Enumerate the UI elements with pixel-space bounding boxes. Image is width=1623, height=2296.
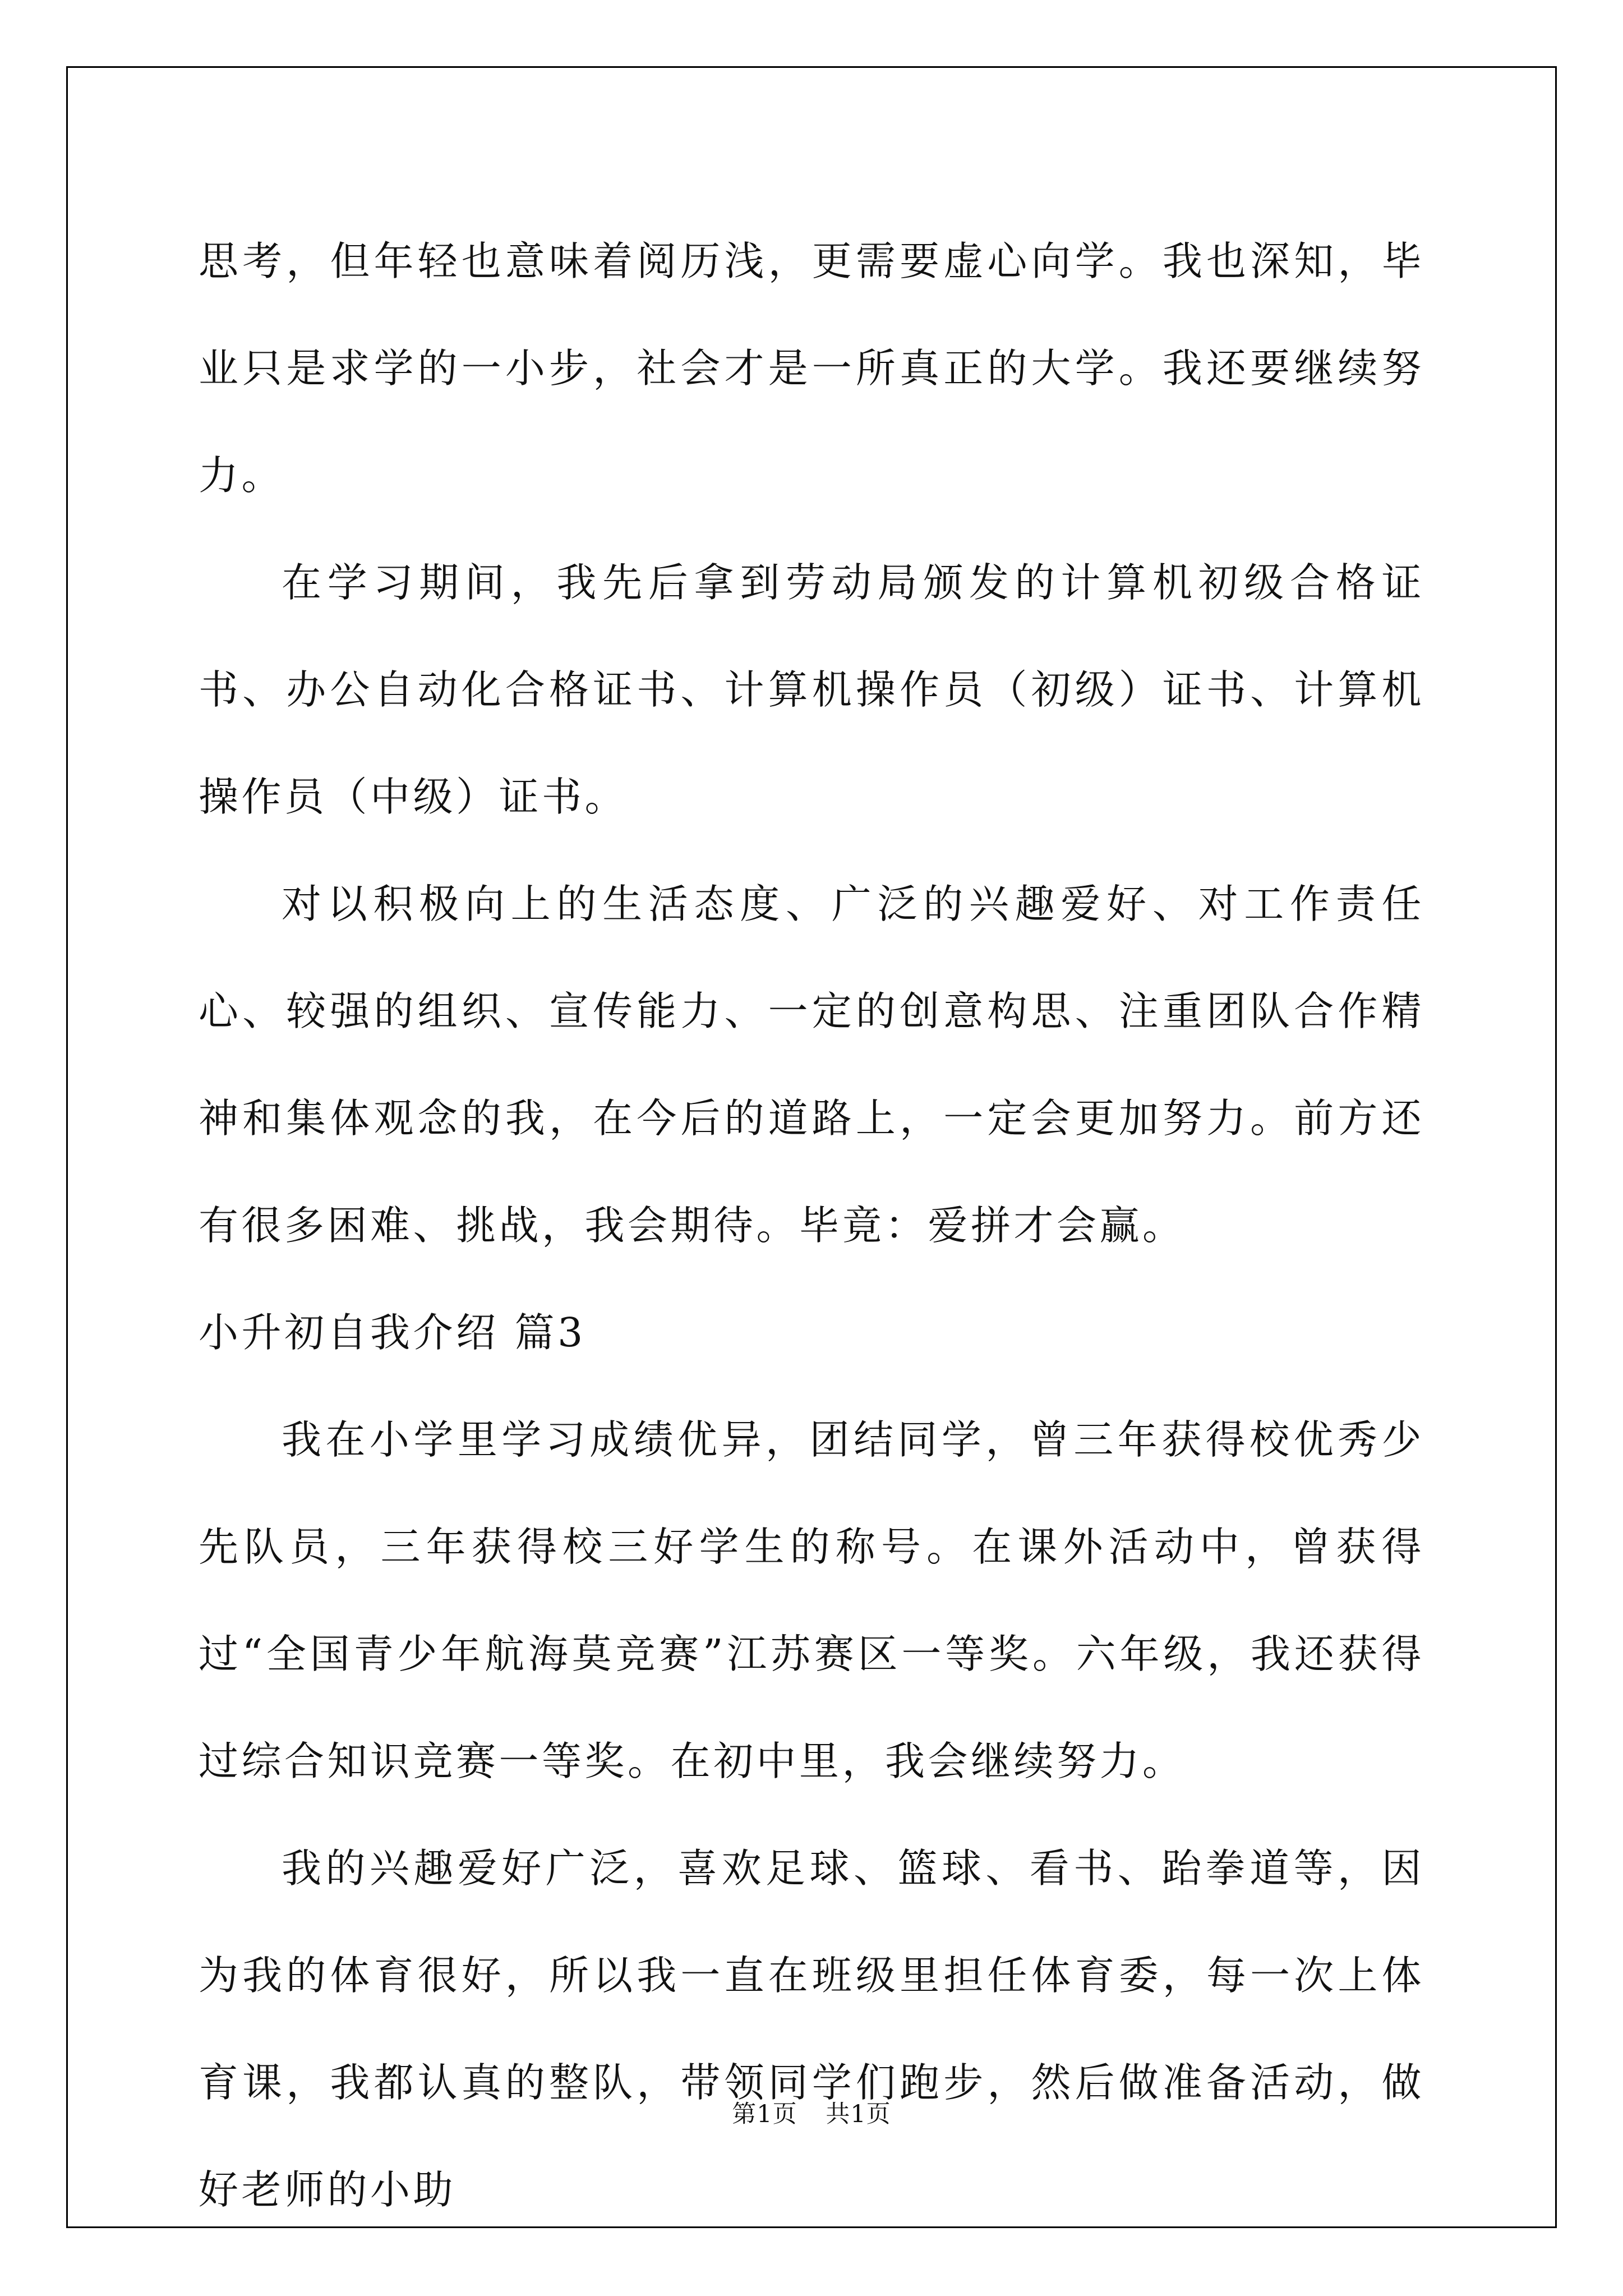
paragraph: 思考，但年轻也意味着阅历浅，更需要虚心向学。我也深知，毕业只是求学的一小步，社会才是一所真正的大学。我还要继续努力。	[199, 238, 1424, 499]
page-total: 共1页	[826, 2100, 891, 2128]
page-number: 第1页	[732, 2100, 797, 2128]
section-heading: 小升初自我介绍 篇3	[199, 1309, 586, 1356]
paragraph: 在学习期间，我先后拿到劳动局颁发的计算机初级合格证书、办公自动化合格证书、计算机操作员（初级）证书、计算机操作员（中级）证书。	[199, 559, 1424, 820]
page-footer	[0, 2095, 1623, 2129]
paragraph: 对以积极向上的生活态度、广泛的兴趣爱好、对工作责任心、较强的组织、宣传能力、一定的创意构思、注重团队合作精神和集体观念的我，在今后的道路上，一定会更加努力。前方还有很多困难、挑战，我会期待。毕竟：爱拼才会赢。	[199, 881, 1424, 1249]
paragraph: 我的兴趣爱好广泛，喜欢足球、篮球、看书、跆拳道等，因为我的体育很好，所以我一直在班级里担任体育委，每一次上体育课，我都认真的整队，带领同学们跑步，然后做准备活动，做好老师的小助	[199, 1845, 1424, 2213]
paragraph: 我在小学里学习成绩优异，团结同学，曾三年获得校优秀少先队员，三年获得校三好学生的称号。在课外活动中，曾获得过“全国青少年航海莫竞赛”江苏赛区一等奖。六年级，我还获得过综合知识竞赛一等奖。在初中里，我会继续努力。	[199, 1416, 1424, 1784]
document-body	[199, 208, 1424, 2243]
